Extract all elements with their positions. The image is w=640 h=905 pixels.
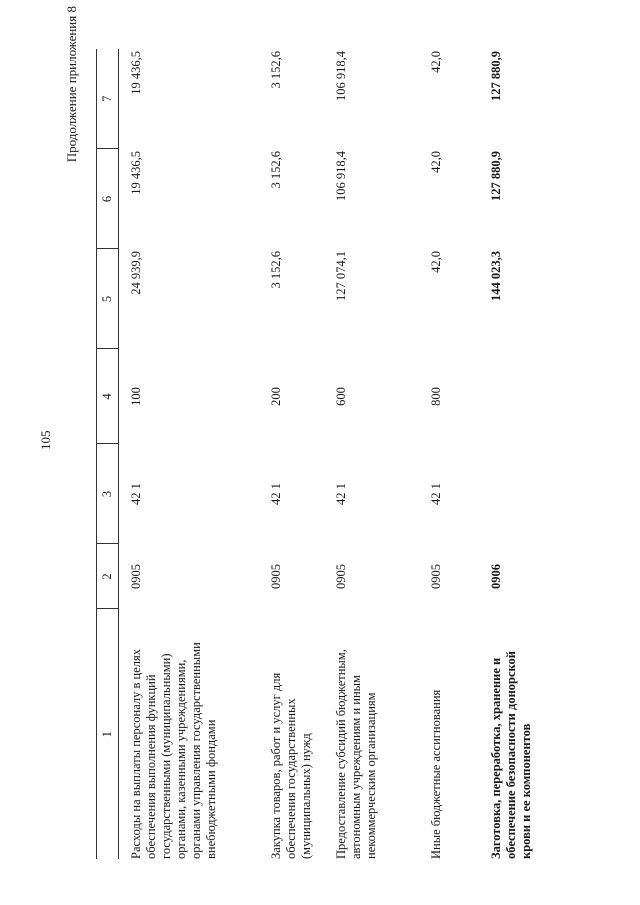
row-section: 0905 [429, 564, 443, 589]
row-value-7: 127 880,9 [489, 51, 503, 101]
row-article: 42 1 [129, 483, 143, 505]
row-value-5: 144 023,3 [489, 251, 503, 301]
row-value-6: 127 880,9 [489, 151, 503, 201]
row-group: 800 [429, 387, 443, 406]
row-value-7: 3 152,6 [269, 51, 283, 89]
row-article: 42 1 [269, 483, 283, 505]
page-number: 105 [38, 430, 53, 450]
row-section: 0905 [334, 564, 348, 589]
row-name: Закупка товаров, работ и услуг для обеспечения государственных (муниципальных) нужд [269, 672, 313, 859]
header-col-6: 6 [97, 149, 119, 249]
row-value-5: 24 939,9 [129, 251, 143, 295]
row-group: 100 [129, 387, 143, 406]
row-article: 42 1 [429, 483, 443, 505]
header-col-7: 7 [97, 49, 119, 149]
row-value-5: 127 074,1 [334, 251, 348, 301]
table-row [259, 49, 324, 859]
row-group: 200 [269, 387, 283, 406]
row-section: 0906 [489, 564, 503, 589]
row-group: 600 [334, 387, 348, 406]
row-value-7: 42,0 [429, 51, 443, 73]
appendix-caption: Продолжение приложения 8 [64, 6, 79, 163]
header-col-5: 5 [97, 249, 119, 349]
row-section: 0905 [129, 564, 143, 589]
row-value-5: 3 152,6 [269, 251, 283, 289]
row-section: 0905 [269, 564, 283, 589]
row-name: Иные бюджетные ассигнования [429, 689, 443, 859]
row-value-6: 3 152,6 [269, 151, 283, 189]
row-value-6: 106 918,4 [334, 151, 348, 201]
row-name: Предоставление субсидий бюджетным, автономным учреждениям и иным некоммерческим организациям [334, 649, 378, 859]
row-value-7: 106 918,4 [334, 51, 348, 101]
row-value-6: 42,0 [429, 151, 443, 173]
header-col-2: 2 [97, 544, 119, 609]
budget-table [96, 49, 559, 859]
row-name: Расходы на выплаты персоналу в целях обеспечения выполнения функций государственными (муниципальными) органами, казенными учреждениями, органами управления государственными внебюджетными фондами [129, 642, 218, 859]
row-value-6: 19 436,5 [129, 151, 143, 195]
row-article [479, 444, 559, 544]
header-col-3: 3 [97, 444, 119, 544]
table-row [419, 49, 479, 859]
header-col-4: 4 [97, 349, 119, 444]
row-group [479, 349, 559, 444]
table-row [324, 49, 419, 859]
table-row-total [479, 49, 559, 859]
row-value-5: 42,0 [429, 251, 443, 273]
header-col-1: 1 [97, 609, 119, 859]
row-name: Заготовка, переработка, хранение и обеспечение безопасности донорской крови и ее компонентов [489, 650, 533, 859]
row-value-7: 19 436,5 [129, 51, 143, 95]
table-row [119, 49, 260, 859]
row-article: 42 1 [334, 483, 348, 505]
header-row [97, 49, 119, 859]
